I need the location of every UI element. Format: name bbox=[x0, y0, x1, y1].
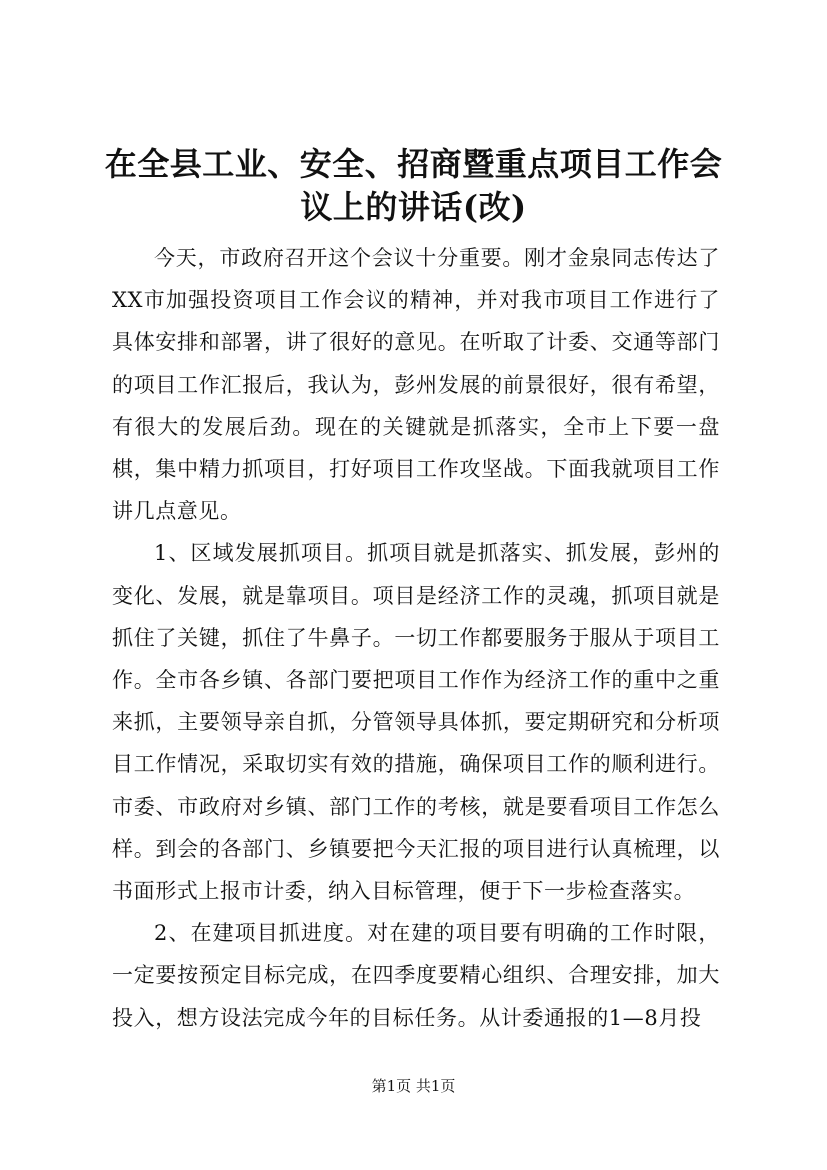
paragraph-item-1: 1、区域发展抓项目。抓项目就是抓落实、抓发展，彭州的变化、发展，就是靠项目。项目是经济工作的灵魂，抓项目就是抓住了关键，抓住了牛鼻子。一切工作都要服务于服从于项目工作。全市各乡镇、各部门要把项目工作作为经济工作的重中之重来抓，主要领导亲自抓，分管领导具体抓，要定期研究和分析项目工作情况，采取切实有效的措施，确保项目工作的顺利进行。市委、市政府对乡镇、部门工作的考核，就是要看项目工作怎么样。到会的各部门、乡镇要把今天汇报的项目进行认真梳理，以书面形式上报市计委，纳入目标管理，便于下一步检查落实。 bbox=[112, 541, 720, 904]
page-number-footer: 第1页 共1页 bbox=[371, 1077, 456, 1095]
paragraph-intro: 今天，市政府召开这个会议十分重要。刚才金泉同志传达了XX市加强投资项目工作会议的精神，并对我市项目工作进行了具体安排和部署，讲了很好的意见。在听取了计委、交通等部门的项目工作汇报后，我认为，彭州发展的前景很好，很有希望，有很大的发展后劲。现在的关键就是抓落实，全市上下要一盘棋，集中精力抓项目，打好项目工作攻坚战。下面我就项目工作讲几点意见。 bbox=[112, 246, 720, 524]
paragraph-item-2: 2、在建项目抓进度。对在建的项目要有明确的工作时限，一定要按预定目标完成，在四季度要精心组织、合理安排，加大投入，想方设法完成今年的目标任务。从计委通报的1—8月投 bbox=[112, 921, 720, 1030]
document-body bbox=[112, 237, 720, 1039]
document-title: 在全县工业、安全、招商暨重点项目工作会议上的讲话(改) bbox=[104, 145, 723, 226]
